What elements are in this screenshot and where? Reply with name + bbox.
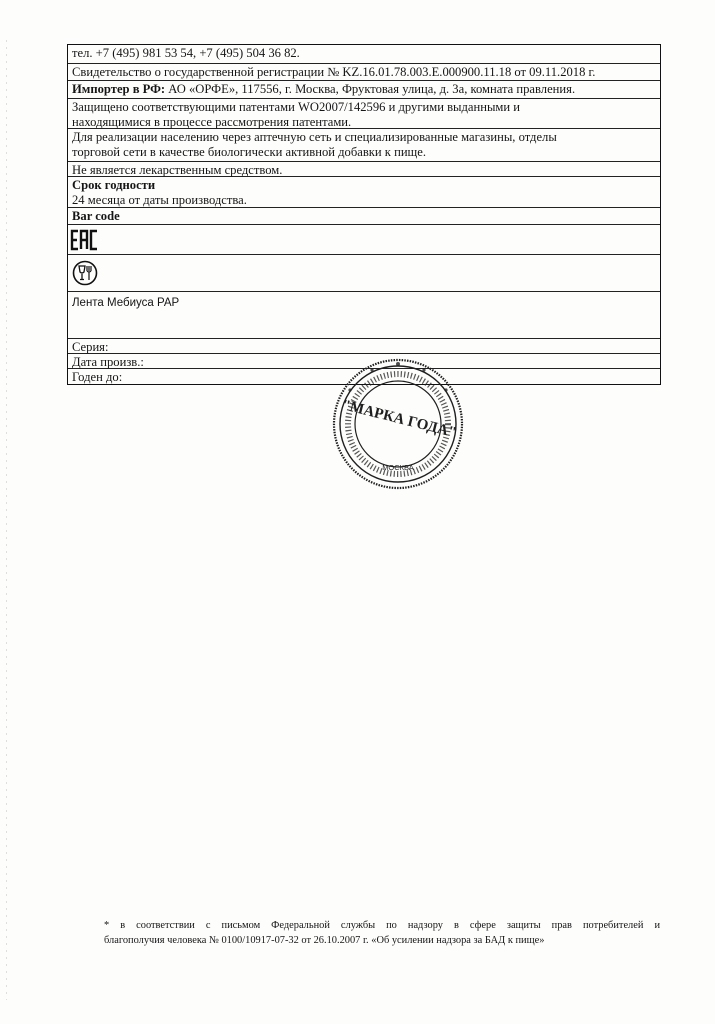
- not-medicine-text: Не является лекарственным средством.: [72, 163, 283, 177]
- label-info-table: [67, 44, 661, 385]
- barcode-row: [68, 208, 660, 225]
- expiry-label: Годен до:: [72, 370, 123, 384]
- importer-value: АО «ОРФЕ», 117556, г. Москва, Фруктовая улица, д. 3а, комната правления.: [165, 82, 576, 96]
- importer-row: [68, 81, 660, 99]
- stamp-city: МОСКВА: [382, 463, 414, 472]
- footnote: [104, 918, 660, 948]
- marka-goda-stamp: [330, 357, 466, 491]
- importer-label: Импортер в РФ:: [72, 82, 166, 96]
- food-contact-row: [68, 255, 660, 292]
- not-medicine-row: [68, 162, 660, 177]
- usage-row: [68, 129, 660, 162]
- scan-edge-artifact: [6, 40, 7, 1000]
- barcode-label: Bar code: [72, 209, 120, 223]
- product-name-row: [68, 292, 660, 339]
- eac-row: [68, 225, 660, 255]
- patent-line-1: Защищено соответствующими патентами WO2007/142596 и другими выданными и: [72, 100, 521, 114]
- series-row: [68, 339, 660, 354]
- footnote-line-2: благополучия человека № 0100/10917-07-32 от 26.10.2007 г. «Об усилении надзора за БАД к пище»: [104, 935, 545, 946]
- product-name: Лента Мебиуса РАР: [72, 297, 180, 309]
- certificate-text: Свидетельство о государственной регистрации № KZ.16.01.78.003.Е.000900.11.18 от 09.11.2018 г.: [72, 65, 596, 79]
- stamp-text: "МАРКА ГОДА": [340, 397, 458, 442]
- phone-text: тел. +7 (495) 981 53 54, +7 (495) 504 36 82.: [72, 46, 300, 60]
- eac-mark-icon: [70, 229, 100, 251]
- phone-row: [68, 45, 660, 64]
- patent-line-2: находящимися в процессе рассмотрения патентами.: [72, 114, 352, 129]
- usage-line-2: торговой сети в качестве биологически активной добавки к пище.: [72, 144, 426, 159]
- patent-row: [68, 99, 660, 129]
- usage-line-1: Для реализации населению через аптечную сеть и специализированные магазины, отделы: [72, 130, 557, 144]
- glass-fork-icon: [72, 260, 98, 286]
- footnote-line-1: * в соответствии с письмом Федеральной службы по надзору в сфере защиты прав потребителей и: [104, 920, 660, 931]
- shelf-life-label: Срок годности: [72, 178, 156, 192]
- shelf-life-value: 24 месяца от даты производства.: [72, 192, 247, 207]
- production-date-label: Дата произв.:: [72, 355, 144, 369]
- certificate-row: [68, 64, 660, 81]
- shelf-life-row: [68, 177, 660, 208]
- series-label: Серия:: [72, 340, 109, 354]
